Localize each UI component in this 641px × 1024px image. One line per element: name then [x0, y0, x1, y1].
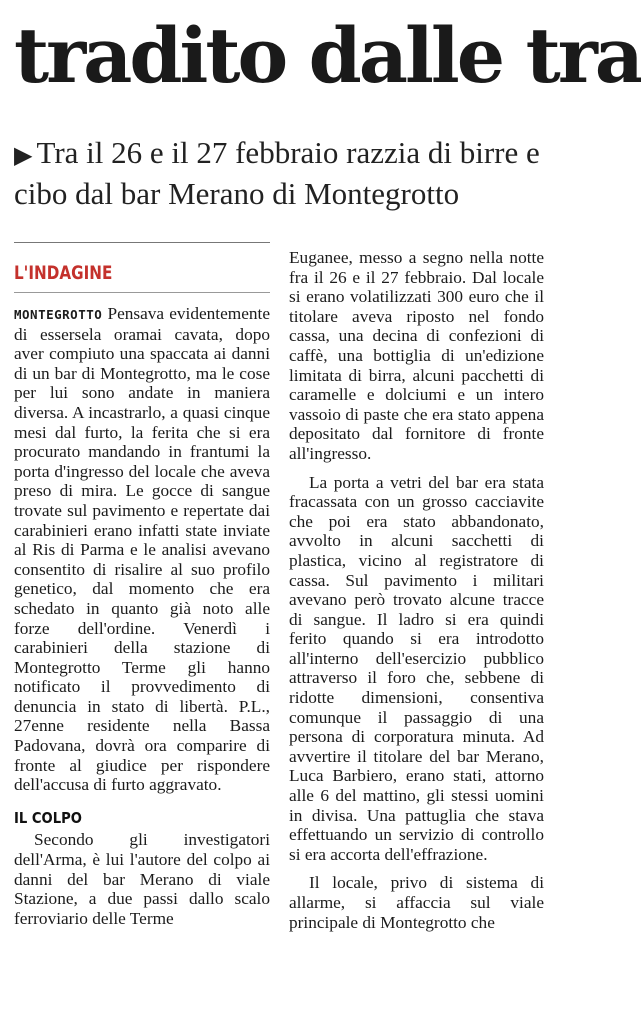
article-column-right	[289, 248, 544, 941]
divider	[14, 242, 270, 243]
article-paragraph	[14, 304, 270, 795]
subheadline	[14, 134, 554, 212]
article-column-left	[14, 304, 270, 937]
subsection-heading: IL COLPO	[14, 808, 83, 827]
dateline: MONTEGROTTO	[14, 307, 103, 322]
article-paragraph: Il locale, privo di sistema di allarme, si affaccia sul viale principale di Montegrotto che	[289, 873, 544, 932]
kicker-divider	[14, 292, 270, 293]
headline: tradito dalle tra	[14, 11, 641, 100]
article-paragraph: Euganee, messo a segno nella notte fra il 26 e il 27 febbraio. Dal locale si erano volatilizzati 300 euro che il titolare aveva riposto nel fondo cassa, una decina di confezioni di caffè, una bottiglia di un'edizione limitata di birra, alcuni pacchetti di caramelle e dolciumi e un intero vassoio di paste che era stato appena depositato dal fornitore di fronte all'ingresso.	[289, 248, 544, 463]
paragraph-text: Pensava evidentemente di essersela oramai cavata, dopo aver compiuto una spaccata ai danni di un bar di Montegrotto, ma le cose per lui sono andate in maniera diversa. A incastrarlo, a quasi cinque mesi dal furto, la ferita che si era procurato mandando in frantumi la porta d'ingresso del locale che aveva preso di mira. Le gocce di sangue trovate sul pavimento e repertate dai carabinieri erano infatti state inviate al Ris di Parma e le analisi avevano consentito di risalire al suo profilo genetico, dal momento che era schedato in quanto già noto alle forze dell'ordine. Venerdì i carabinieri della stazione di Montegrotto Terme gli hanno notificato il provvedimento di denuncia in stato di libertà. P.L., 27enne residente nella Bassa Padovana, dovrà ora comparire di fronte al giudice per rispondere dell'accusa di furto aggravato.	[14, 304, 270, 795]
section-kicker: L'INDAGINE	[14, 262, 113, 284]
article-paragraph: Secondo gli investigatori dell'Arma, è lui l'autore del colpo ai danni del bar Merano di viale Stazione, a due passi dallo scalo ferroviario delle Terme	[14, 830, 270, 928]
article-paragraph: La porta a vetri del bar era stata fracassata con un grosso cacciavite che poi era stato abbandonato, avvolto in alcuni sacchetti di plastica, vicino al registratore di cassa. Sul pavimento i militari avevano però trovato alcune tracce di sangue. Il ladro si era quindi ferito quando si era introdotto all'interno dell'esercizio pubblico attraverso il foro che, sebbene di ridotte dimensioni, consentiva comunque il passaggio di una persona di corporatura minuta. Ad avvertire il titolare del bar Merano, Luca Barbiero, erano stati, attorno alle 6 del mattino, gli stessi uomini in divisa. Una pattuglia che stava effettuando un servizio di controllo si era accorta dell'effrazione.	[289, 472, 544, 864]
subheadline-text: Tra il 26 e il 27 febbraio razzia di birre e cibo dal bar Merano di Montegrotto	[14, 135, 540, 211]
arrow-icon: ▶	[14, 143, 33, 169]
